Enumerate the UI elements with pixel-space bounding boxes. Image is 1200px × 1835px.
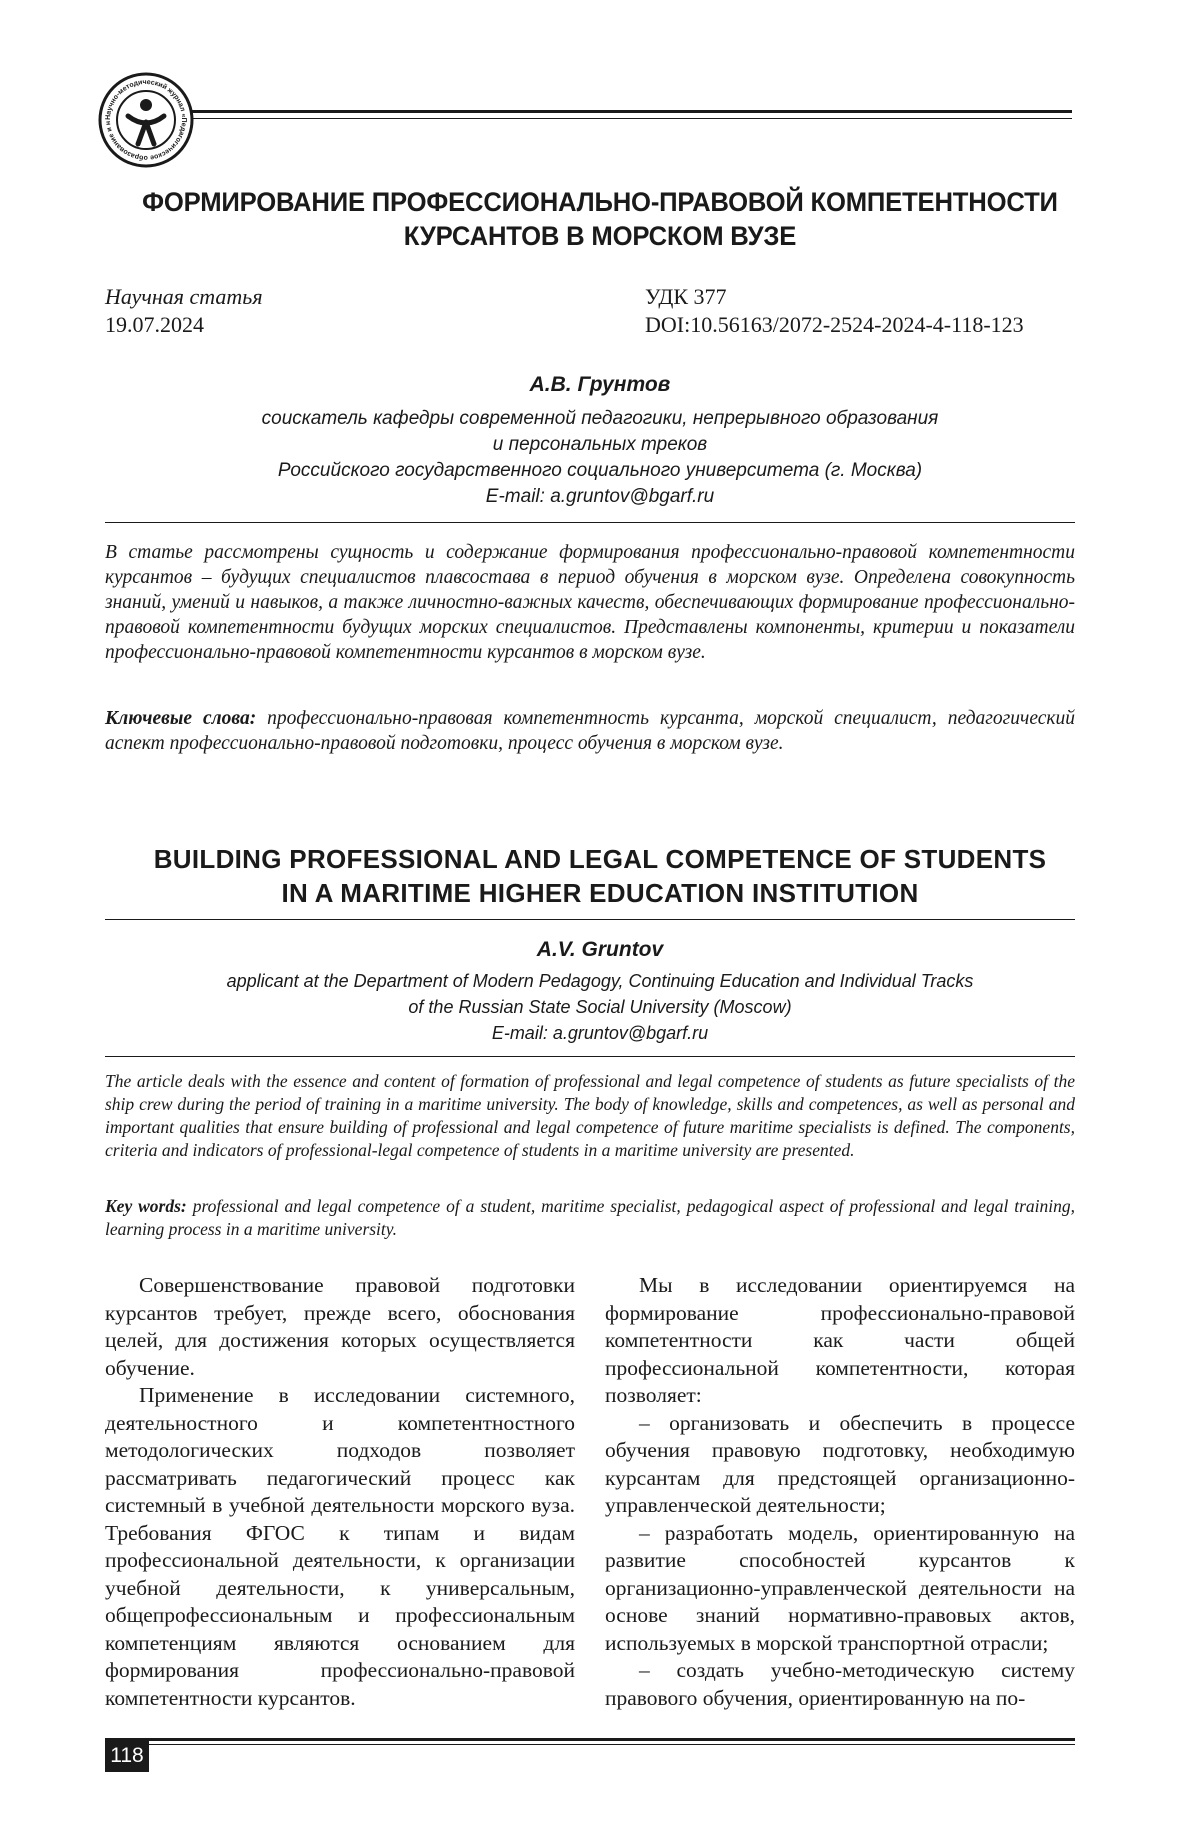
title-en-line2: IN A MARITIME HIGHER EDUCATION INSTITUTION — [281, 878, 919, 908]
abstract-ru: В статье рассмотрены сущность и содержание формирования профессионально-правовой компетентности курсантов – будущих специалистов плавсостава в период обучения в морском вузе. Определена совокупность знаний, умений и навыков, а также личностно-важных качеств, обеспечивающих формирование профессионально-правовой компетентности будущих морских специалистов. Представлены компоненты, критерии и показатели профессионально-правовой компетентности курсантов в морском вузе. — [105, 542, 1075, 663]
title-ru-line2: КУРСАНТОВ В МОРСКОМ ВУЗЕ — [403, 221, 797, 251]
email-en: E-mail: a.gruntov@bgarf.ru — [491, 1023, 709, 1043]
footer-rule-thin — [105, 1744, 1075, 1745]
email-ru: E-mail: a.gruntov@bgarf.ru — [485, 486, 715, 507]
doi: DOI:10.56163/2072-2524-2024-4-118-123 — [645, 312, 1024, 337]
divider-ru-top — [105, 522, 1075, 523]
journal-logo-text: Научно-методический журнал «Педагогическое образование и н — [104, 78, 188, 162]
affil-en-line1: applicant at the Department of Modern Pedagogy, Continuing Education and Individual Tracks — [226, 971, 974, 991]
body-paragraph: Применение в исследовании системного, деятельностного и компетентностного методологических подходов позволяет рассматривать педагогический процесс как системный в учебной деятельности морского вуза. Требования ФГОС к типам и видам профессиональной деятельности, к организации учебной деятельности, к универсальным, общепрофессиональным и профессиональным компетенциям являются основанием для формирования профессионально-правовой компетентности курсантов. — [105, 1383, 575, 1710]
journal-logo — [98, 72, 194, 168]
article-date: 19.07.2024 — [105, 312, 204, 337]
divider-en-title — [105, 919, 1075, 920]
keywords-en-label: Key words: — [105, 1196, 187, 1216]
title-en-line1: BUILDING PROFESSIONAL AND LEGAL COMPETENCE OF STUDENTS — [153, 844, 1047, 874]
body-left-column — [105, 1272, 575, 1712]
article-meta-right — [645, 283, 1024, 339]
body-list-item: – организовать и обеспечить в процессе обучения правовую подготовку, необходимую курсантам для предстоящей организационно-управленческой деятельности; — [605, 1410, 1075, 1517]
keywords-ru-label: Ключевые слова: — [105, 708, 257, 729]
affiliation-en — [100, 968, 1100, 1046]
body-paragraph: Мы в исследовании ориентируемся на формирование профессионально-правовой компетентности как части общей профессиональной компетентности, которая позволяет: — [605, 1273, 1075, 1407]
journal-logo-emblem — [98, 72, 194, 168]
keywords-en — [105, 1195, 1075, 1241]
keywords-ru-text: профессионально-правовая компетентность курсанта, морской специалист, педагогический аспект профессионально-правовой подготовки, процесс обучения в морском вузе. — [105, 708, 1075, 754]
body-list-item: – разработать модель, ориентированную на развитие способностей курсантов к организационно-управленческой деятельности на основе знаний нормативно-правовых актов, используемых в морской транспортной отрасли; — [605, 1520, 1075, 1655]
title-ru-line1: ФОРМИРОВАНИЕ ПРОФЕССИОНАЛЬНО-ПРАВОВОЙ КОМПЕТЕНТНОСТИ — [142, 187, 1058, 217]
article-title-ru — [125, 185, 1075, 253]
author-en: A.V. Gruntov — [536, 938, 664, 961]
affiliation-ru — [100, 406, 1100, 510]
article-meta-left — [105, 283, 263, 339]
header-rule — [192, 110, 1072, 113]
author-ru: А.В. Грунтов — [529, 373, 671, 396]
header-rule-thin — [192, 118, 1072, 119]
article-type: Научная статья — [105, 284, 263, 309]
affil-ru-line1: соискатель кафедры современной педагогики, непрерывного образования — [261, 408, 939, 429]
affil-ru-line3: Российского государственного социального университета (г. Москва) — [277, 460, 923, 481]
keywords-en-text: professional and legal competence of a student, maritime specialist, pedagogical aspect of professional and legal training, learning process in a maritime university. — [105, 1196, 1075, 1239]
keywords-ru — [105, 706, 1075, 756]
affil-ru-line2: и персональных треков — [492, 434, 708, 455]
body-list-item: – создать учебно-методическую систему правового обучения, ориентированную на по- — [605, 1658, 1075, 1710]
affil-en-line2: of the Russian State Social University (Moscow) — [408, 997, 792, 1017]
body-right-column — [605, 1272, 1075, 1712]
udk: УДК 377 — [645, 284, 727, 309]
divider-en-top — [105, 1056, 1075, 1057]
footer-rule — [105, 1738, 1075, 1741]
abstract-en: The article deals with the essence and content of formation of professional and legal competence of students as future specialists of the ship crew during the period of training in a maritime university. The body of knowledge, skills and competences, as well as personal and important qualities that ensure building of professional and legal competence of future maritime specialists is defined. The components, criteria and indicators of professional-legal competence of students in a maritime university are presented. — [105, 1071, 1075, 1160]
article-title-en — [100, 842, 1100, 910]
page-number: 118 — [105, 1740, 149, 1772]
body-paragraph: Совершенствование правовой подготовки курсантов требует, прежде всего, обоснования целей, для достижения которых осуществляется обучение. — [105, 1273, 575, 1380]
